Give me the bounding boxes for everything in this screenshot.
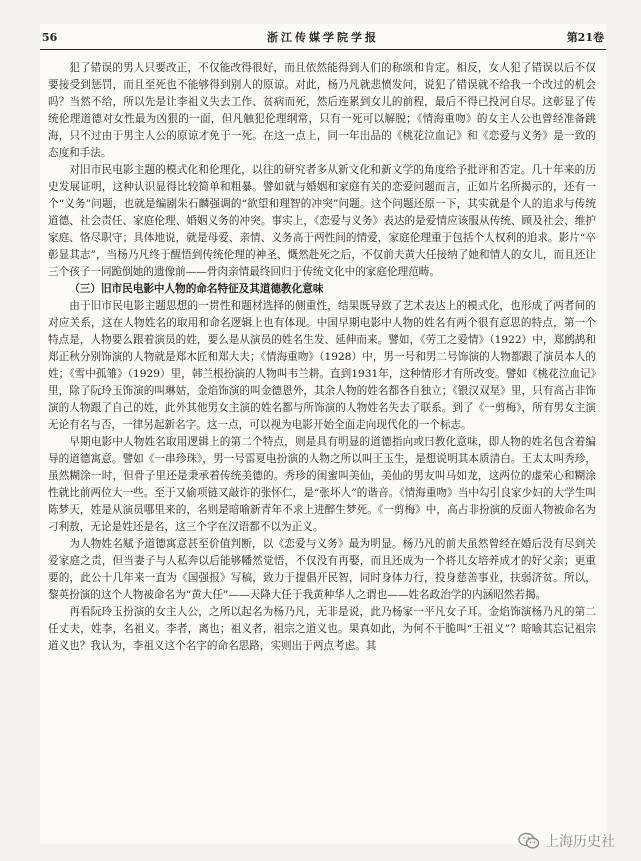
volume-label: 第21卷: [566, 31, 604, 44]
paragraph: 由于旧市民电影主题思想的一贯性和题材选择的侧重性，结果既导致了艺术表达上的模式化，也形成了两者间的对应关系，这在人物姓名的取用和命名逻辑上也有体现。中国早期电影中人物的姓名有两个很有意思的特点，第一个特点是，人物要么跟着演员的姓，要么是从演员的姓名生发、延伸而来。譬如，《劳工之爱情》（1922）中，郑鹧鸪和郑正秋分别饰演的人物就是郑木匠和郑大夫；《情海重吻》（1928）中，男一号和男二号饰演的人物都跟了演员本人的姓；《雪中孤雏》（1929）里，韩兰根扮演的人物叫韦兰耕。直到1931年，这种情形才有所改变。譬如《桃花泣血记》里，除了阮玲玉饰演的叫琳姑，金焰饰演的叫金德恩外，其余人物的姓名都各自独立；《银汉双星》里，只有高占非饰演的人物跟了自己的姓，此外其他男女主演的姓名都与所饰演的人物姓名失去了联系。到了《一剪梅》，所有男女主演无论有名与否，一律另起新名字。这一点，可以视为电影开始全面走向现代化的一个标志。: [48, 300, 596, 431]
watermark: [518, 831, 615, 851]
page-header: [40, 30, 606, 46]
paragraph: 为人物姓名赋予道德寓意甚至价值判断，以《恋爱与义务》最为明显。杨乃凡的前夫虽然曾经在婚后没有尽到关爱家庭之责，但当妻子与人私奔以后能够幡然觉悟，不仅没有再娶，而且还成为一个将儿女培养成才的好父亲；更重要的，此公十几年来一直为《国强报》写稿，致力于提倡开民智，同时身体力行，投身慈善事业，扶弱济贫。所以，黎英扮演的这个人物被命名为“黄大任”——天降大任于我黄种华人之谓也——姓名政治学的内涵昭然若揭。: [48, 538, 596, 601]
watermark-text: 上海历史社: [545, 834, 615, 850]
wechat-icon: [518, 832, 540, 850]
paragraph: 犯了错误的男人只要改正，不仅能改得很好，而且依然能得到人们的称颂和肯定。相反，女人犯了错误以后不仅要接受到惩罚，而且至死也不能够得到别人的原谅。对此，杨乃凡就悲愤发问，说犯了错误就不给我一个改过的机会吗？当然不给，所以先是让李祖义失去工作、贫病而死，然后连累到女儿的前程，最后不得已投河自尽。这彰显了传统伦理道德对女性最为凶狠的一面，但凡触犯伦理纲常，只有一死可以解脱；《情海重吻》的女主人公也曾经准备跳海，只不过由于男主人公的原谅才免于一死。在这一点上，同一年出品的《桃花泣血记》和《恋爱与义务》是一致的态度和手法。: [48, 62, 596, 159]
journal-title: 浙江传媒学院学报: [267, 31, 379, 44]
article-body: [48, 60, 596, 655]
paragraph: 再看阮玲玉扮演的女主人公，之所以起名为杨乃凡，无非是说，此乃杨家一平凡女子耳。金焰饰演杨乃凡的第二任丈夫，姓李，名祖义。李者，离也；祖义者，祖宗之道义也。果真如此，为何不干脆叫“王祖义”？暗喻其忘记祖宗道义也？我认为，李祖义这个名字的命名思路，实则出于两点考虑。其: [48, 606, 596, 652]
section-heading: （三）旧市民电影中人物的命名特征及其道德教化意味: [69, 283, 324, 295]
header-divider: [40, 49, 606, 50]
paragraph: 对旧市民电影主题的模式化和伦理化，以往的研究者多从新文化和新文学的角度给予批评和否定。几十年来的历史发展证明，这种认识显得比较简单和粗暴。譬如就与婚姻和家庭有关的恋爱问题而言，正如片名所揭示的，还有一个“义务”问题，也就是编剧朱石麟强调的“欲望和理智的冲突”问题。这个问题还原一下，其实就是个人的追求与传统道德、社会责任、家庭伦理、婚姻义务的冲突。事实上，《恋爱与义务》表达的是爱情应该服从传统、顾及社会、维护家庭、恪尽职守；具体地说，就是母爱、亲情、义务高于两性间的情爱，家庭伦理重于包括个人权利的追求。影片“卒彰显其志”，当杨乃凡终于醒悟到传统伦理的神圣、慨然赴死之后，不仅前夫黄大任接纳了她和情人的女儿，而且还让三个孩子一同跪倒她的遗像前——骨肉亲情最终回归于传统文化中的家庭伦理范畴。: [48, 164, 596, 278]
paragraph: 早期电影中人物姓名取用逻辑上的第二个特点，则是具有明显的道德指向或曰教化意味，即人物的姓名包含着编导的道德寓意。譬如《一串珍珠》，男一号雷夏电扮演的人物之所以叫王玉生，是想说明其本质清白。王太太叫秀珍，虽然糊涂一时，但骨子里还是秉承着传统美德的。秀珍的闺蜜叫美仙，美仙的男友叫马如龙，这两位的虚荣心和糊涂性就比前两位大一些。至于又偷项链又敲诈的张怀仁，是“张坏人”的谐音。《情海重吻》当中勾引良家少妇的大学生叫陈梦天，姓是从演员哪里来的，名则是暗喻新青年不求上进醉生梦死。《一剪梅》中，高占非扮演的反面人物被命名为刁利敖，无论是姓还是名，这三个字在汉语都不以为正义。: [48, 436, 596, 533]
page-number: 56: [42, 31, 58, 44]
journal-page: [40, 24, 606, 844]
